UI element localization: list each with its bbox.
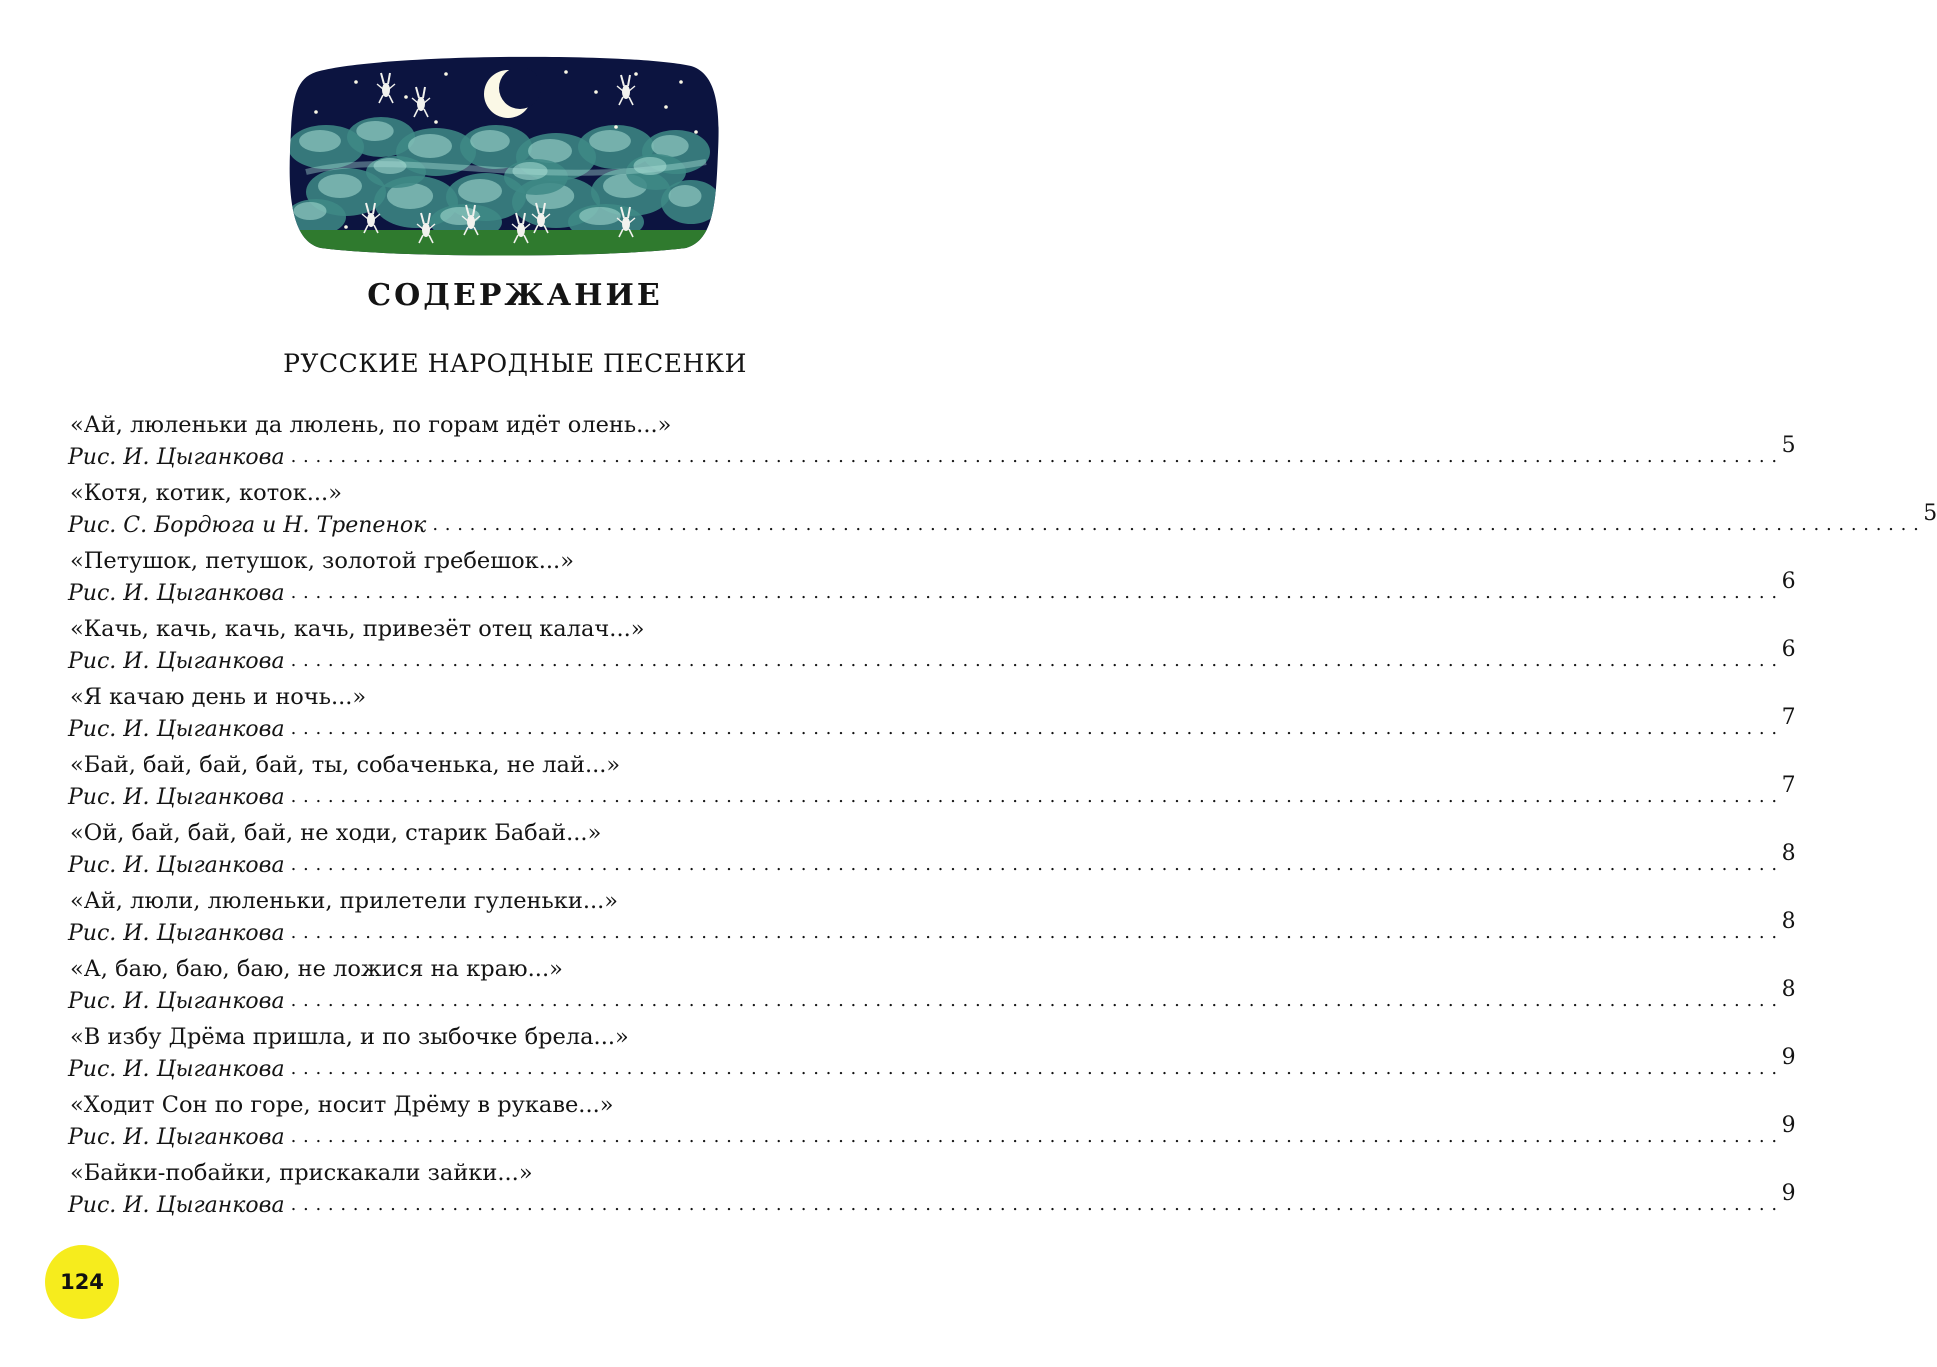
section-title: РУССКИЕ НАРОДНЫЕ ПЕСЕНКИ xyxy=(283,349,747,378)
toc-entry-line xyxy=(68,433,1796,475)
toc-entry-title: «Бай, бай, бай, бай, ты, собаченька, не лай...» xyxy=(70,752,621,778)
dot-leader: . . . . . . . . . . . . . . . . . . . . . . . . . . . . . . . . . . . . . . . . . . . . . . . . . . . . . . . . . . . . . . . . . . . . . . . . . . . . . . . . . . . . . . . . . . . . . . . . . . . . . . . . . . . . . . . . . . . . . . . . xyxy=(432,514,1920,535)
cloud-highlight xyxy=(669,185,702,207)
toc-entry xyxy=(68,612,1796,680)
dot-leader: . . . . . . . . . . . . . . . . . . . . . . . . . . . . . . . . . . . . . . . . . . . . . . . . . . . . . . . . . . . . . . . . . . . . . . . . . . . . . . . . . . . . . . . . . . . . . . . . . . . . . . . . . . . . . . . . . . . . . . . . xyxy=(290,1194,1778,1215)
dot-leader: . . . . . . . . . . . . . . . . . . . . . . . . . . . . . . . . . . . . . . . . . . . . . . . . . . . . . . . . . . . . . . . . . . . . . . . . . . . . . . . . . . . . . . . . . . . . . . . . . . . . . . . . . . . . . . . . . . . . . . . . xyxy=(290,854,1778,875)
toc-entry-page: 8 xyxy=(1781,841,1796,866)
toc-entry-line xyxy=(68,1181,1796,1223)
cloud-highlight xyxy=(294,202,327,220)
toc-entry-title: «А, баю, баю, баю, не ложися на краю...» xyxy=(70,956,563,982)
hare-body xyxy=(467,215,475,229)
hare-body xyxy=(367,213,375,227)
dot-leader: . . . . . . . . . . . . . . . . . . . . . . . . . . . . . . . . . . . . . . . . . . . . . . . . . . . . . . . . . . . . . . . . . . . . . . . . . . . . . . . . . . . . . . . . . . . . . . . . . . . . . . . . . . . . . . . . . . . . . . . . xyxy=(290,1058,1778,1079)
page-number-badge xyxy=(45,1245,119,1319)
toc-entry xyxy=(68,884,1796,952)
star-icon xyxy=(634,72,638,76)
toc-entry-title: «Ай, люли, люленьки, прилетели гуленьки...» xyxy=(70,888,619,914)
star-icon xyxy=(404,95,408,99)
toc-entry-credit: Рис. И. Цыганкова xyxy=(68,853,285,878)
star-icon xyxy=(564,70,568,74)
toc-entry-credit: Рис. С. Бордюга и Н. Трепенок xyxy=(68,513,427,538)
toc-entry xyxy=(68,1088,1796,1156)
toc-entry-line xyxy=(68,773,1796,815)
toc-entry-credit: Рис. И. Цыганкова xyxy=(68,1193,285,1218)
toc-entry xyxy=(68,748,1796,816)
toc-entry-title: «Байки-побайки, прискакали зайки...» xyxy=(70,1160,533,1186)
hare-body xyxy=(622,85,630,99)
dot-leader: . . . . . . . . . . . . . . . . . . . . . . . . . . . . . . . . . . . . . . . . . . . . . . . . . . . . . . . . . . . . . . . . . . . . . . . . . . . . . . . . . . . . . . . . . . . . . . . . . . . . . . . . . . . . . . . . . . . . . . . . xyxy=(290,446,1778,467)
toc-entry-page: 6 xyxy=(1781,637,1796,662)
hare-body xyxy=(422,223,430,237)
toc-entry xyxy=(68,476,1937,544)
hare-body xyxy=(382,83,390,97)
cloud-highlight xyxy=(589,130,631,152)
dot-leader: . . . . . . . . . . . . . . . . . . . . . . . . . . . . . . . . . . . . . . . . . . . . . . . . . . . . . . . . . . . . . . . . . . . . . . . . . . . . . . . . . . . . . . . . . . . . . . . . . . . . . . . . . . . . . . . . . . . . . . . . xyxy=(290,922,1778,943)
hare-body xyxy=(622,217,630,231)
toc-entry-page: 9 xyxy=(1781,1045,1796,1070)
toc-entry xyxy=(68,680,1796,748)
toc-entry-title: «Котя, котик, коток...» xyxy=(70,480,342,506)
toc-entry xyxy=(68,408,1796,476)
night-sky-illustration-art xyxy=(286,52,721,257)
toc-entry-credit: Рис. И. Цыганкова xyxy=(68,717,285,742)
star-icon xyxy=(594,90,598,94)
toc-entry-page: 7 xyxy=(1781,705,1796,730)
toc-entry-credit: Рис. И. Цыганкова xyxy=(68,785,285,810)
star-icon xyxy=(694,130,698,134)
star-icon xyxy=(679,80,683,84)
toc-entry-title: «Ой, бай, бай, бай, не ходи, старик Бабай...» xyxy=(70,820,602,846)
toc-entry-credit: Рис. И. Цыганкова xyxy=(68,581,285,606)
page-number: 124 xyxy=(60,1270,104,1294)
cloud-highlight xyxy=(458,179,502,203)
toc-entry-credit: Рис. И. Цыганкова xyxy=(68,445,285,470)
cloud-highlight xyxy=(470,130,510,152)
cloud-highlight xyxy=(408,134,452,158)
toc-entry-title: «Ай, люленьки да люлень, по горам идёт олень...» xyxy=(70,412,672,438)
toc-entry-credit: Рис. И. Цыганкова xyxy=(68,989,285,1014)
toc-entry-line xyxy=(68,705,1796,747)
star-icon xyxy=(434,120,438,124)
toc-entry-line xyxy=(68,909,1796,951)
cloud-highlight xyxy=(318,174,362,198)
toc-entry xyxy=(68,952,1796,1020)
toc-entry-credit: Рис. И. Цыганкова xyxy=(68,1125,285,1150)
dot-leader: . . . . . . . . . . . . . . . . . . . . . . . . . . . . . . . . . . . . . . . . . . . . . . . . . . . . . . . . . . . . . . . . . . . . . . . . . . . . . . . . . . . . . . . . . . . . . . . . . . . . . . . . . . . . . . . . . . . . . . . . xyxy=(290,718,1778,739)
toc-entry-page: 8 xyxy=(1781,977,1796,1002)
night-sky-illustration xyxy=(286,52,721,257)
moon-shadow xyxy=(499,67,541,109)
toc-entry-page: 9 xyxy=(1781,1181,1796,1206)
toc-entry-page: 8 xyxy=(1781,909,1796,934)
toc-entry-line xyxy=(68,1113,1796,1155)
star-icon xyxy=(314,110,318,114)
hare-body xyxy=(417,97,425,111)
dot-leader: . . . . . . . . . . . . . . . . . . . . . . . . . . . . . . . . . . . . . . . . . . . . . . . . . . . . . . . . . . . . . . . . . . . . . . . . . . . . . . . . . . . . . . . . . . . . . . . . . . . . . . . . . . . . . . . . . . . . . . . . xyxy=(290,786,1778,807)
toc-entry xyxy=(68,1020,1796,1088)
cloud-highlight xyxy=(299,130,341,152)
toc-entry xyxy=(68,544,1796,612)
dot-leader: . . . . . . . . . . . . . . . . . . . . . . . . . . . . . . . . . . . . . . . . . . . . . . . . . . . . . . . . . . . . . . . . . . . . . . . . . . . . . . . . . . . . . . . . . . . . . . . . . . . . . . . . . . . . . . . . . . . . . . . . xyxy=(290,582,1778,603)
toc-entry-title: «Петушок, петушок, золотой гребешок...» xyxy=(70,548,574,574)
cloud-highlight xyxy=(651,135,688,157)
toc-entry-line xyxy=(68,1045,1796,1087)
toc-entry-page: 5 xyxy=(1923,501,1937,526)
toc-entry xyxy=(68,1156,1796,1224)
toc-entry-line xyxy=(68,569,1796,611)
toc-entry-line xyxy=(68,841,1796,883)
toc-entry-line xyxy=(68,637,1796,679)
toc-entry-credit: Рис. И. Цыганкова xyxy=(68,1057,285,1082)
star-icon xyxy=(344,225,348,229)
star-icon xyxy=(444,72,448,76)
toc-entry-page: 9 xyxy=(1781,1113,1796,1138)
toc-entry-line xyxy=(68,501,1937,543)
toc-entry-credit: Рис. И. Цыганкова xyxy=(68,649,285,674)
star-icon xyxy=(614,125,618,129)
toc-entry-page: 6 xyxy=(1781,569,1796,594)
toc-entry-title: «Ходит Сон по горе, носит Дрёму в рукаве...» xyxy=(70,1092,614,1118)
toc-entry-title: «В избу Дрёма пришла, и по зыбочке брела...» xyxy=(70,1024,629,1050)
toc-entry-page: 5 xyxy=(1781,433,1796,458)
cloud-highlight xyxy=(579,207,621,225)
toc-entry-title: «Качь, качь, качь, качь, привезёт отец калач...» xyxy=(70,616,645,642)
hare-body xyxy=(517,223,525,237)
toc-entry-credit: Рис. И. Цыганкова xyxy=(68,921,285,946)
toc-entry-title: «Я качаю день и ночь...» xyxy=(70,684,367,710)
dot-leader: . . . . . . . . . . . . . . . . . . . . . . . . . . . . . . . . . . . . . . . . . . . . . . . . . . . . . . . . . . . . . . . . . . . . . . . . . . . . . . . . . . . . . . . . . . . . . . . . . . . . . . . . . . . . . . . . . . . . . . . . xyxy=(290,990,1778,1011)
page-title: СОДЕРЖАНИЕ xyxy=(367,278,663,313)
hare-body xyxy=(537,213,545,227)
toc-entry xyxy=(68,816,1796,884)
table-of-contents xyxy=(68,408,1937,1224)
star-icon xyxy=(664,105,668,109)
toc-entry-page: 7 xyxy=(1781,773,1796,798)
dot-leader: . . . . . . . . . . . . . . . . . . . . . . . . . . . . . . . . . . . . . . . . . . . . . . . . . . . . . . . . . . . . . . . . . . . . . . . . . . . . . . . . . . . . . . . . . . . . . . . . . . . . . . . . . . . . . . . . . . . . . . . . xyxy=(290,650,1778,671)
toc-entry-line xyxy=(68,977,1796,1019)
star-icon xyxy=(354,80,358,84)
dot-leader: . . . . . . . . . . . . . . . . . . . . . . . . . . . . . . . . . . . . . . . . . . . . . . . . . . . . . . . . . . . . . . . . . . . . . . . . . . . . . . . . . . . . . . . . . . . . . . . . . . . . . . . . . . . . . . . . . . . . . . . . xyxy=(290,1126,1778,1147)
cloud-highlight xyxy=(356,121,393,141)
